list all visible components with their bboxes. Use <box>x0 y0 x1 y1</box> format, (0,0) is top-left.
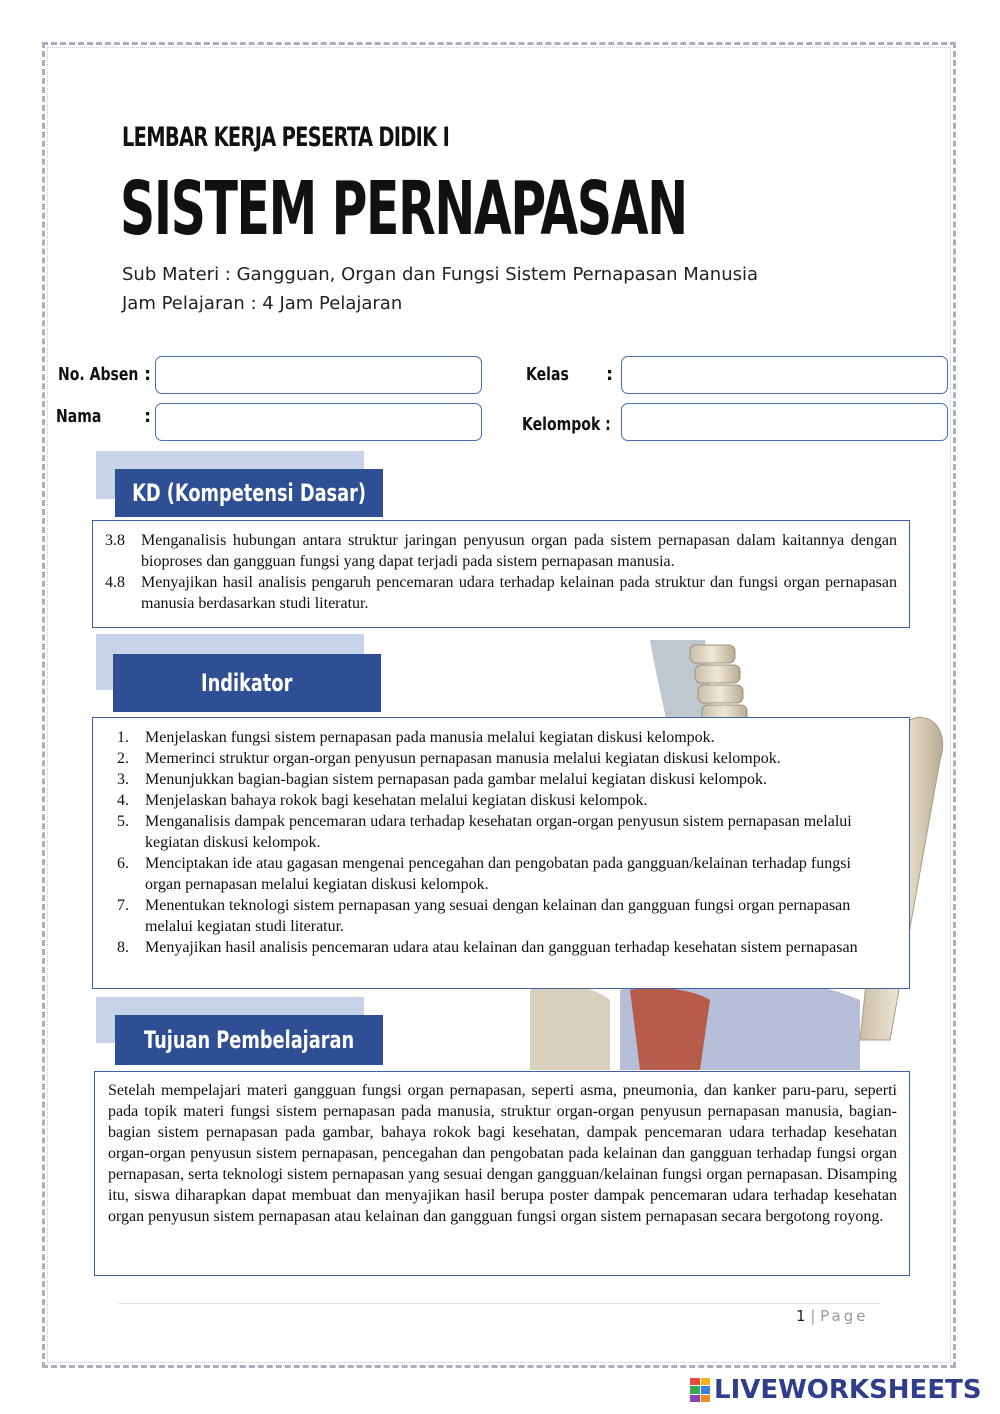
footer-divider <box>118 1303 880 1304</box>
kd-box <box>92 520 910 628</box>
no-absen-colon: : <box>144 364 152 385</box>
kelas-field[interactable] <box>621 356 948 394</box>
list-item: 4. Menjelaskan bahaya rokok bagi kesehatan melalui kegiatan diskusi kelompok. <box>117 792 648 809</box>
kelompok-label: Kelompok : <box>522 414 611 435</box>
jam-pelajaran: Jam Pelajaran : 4 Jam Pelajaran <box>122 293 403 314</box>
liveworksheets-brand[interactable] <box>690 1372 982 1408</box>
kd-tab: KD (Kompetensi Dasar) <box>115 469 383 517</box>
nama-label: Nama <box>56 406 102 427</box>
kd-item: 4.8 Menyajikan hasil analisis pengaruh pencemaran udara terhadap kelainan pada struktur dan fungsi organ pernapasan manusia berdasarkan studi literatur. <box>105 574 897 612</box>
list-item: 8. Menyajikan hasil analisis pencemaran udara atau kelainan dan gangguan terhadap kesehatan sistem pernapasan <box>117 939 858 956</box>
no-absen-label: No. Absen <box>58 364 139 385</box>
kelas-label: Kelas <box>526 364 569 385</box>
worksheet-subtitle: LEMBAR KERJA PESERTA DIDIK I <box>122 122 450 153</box>
indikator-tab: Indikator <box>113 654 381 712</box>
tujuan-text: Setelah mempelajari materi gangguan fungsi organ pernapasan, seperti asma, pneumonia, dan kanker paru-paru, seperti pada topik materi fungsi sistem pernapasan pada manusia, struktur organ-organ penyusun pernapasan manusia, bagian-bagian sistem pernapasan pada gambar, bahaya rokok bagi kesehatan, dampak pencemaran udara terhadap kesehatan organ-organ penyusun sistem pernapasan, pencegahan dan pengobatan pada kelainan dan gangguan terhadap fungsi organ pernapasan, serta teknologi sistem pernapasan yang sesuai dengan gangguan/kelainan fungsi organ pernapasan. Disamping itu, siswa diharapkan dapat membuat dan menyajikan hasil berupa poster dampak pencemaran udara terhadap kesehatan organ penyusun sistem pernapasan atau kelainan dan gangguan fungsi organ sistem pernapasan secara bergotong royong. <box>108 1082 897 1225</box>
kd-item: 3.8 Menganalisis hubungan antara struktur jaringan penyusun organ pada sistem pernapasan dalam kaitannya dengan bioproses dan gangguan fungsi yang dapat terjadi pada sistem pernapasan manusia. <box>105 532 897 570</box>
nama-colon: : <box>144 406 152 427</box>
nama-field[interactable] <box>155 403 482 441</box>
list-item: 5. Menganalisis dampak pencemaran udara terhadap kesehatan organ-organ penyusun sistem pernapasan melalui kegiatan diskusi kelompok. <box>117 813 852 851</box>
page-title: SISTEM PERNAPASAN <box>120 166 687 252</box>
no-absen-field[interactable] <box>155 356 482 394</box>
list-item: 2. Memerinci struktur organ-organ penyusun pernapasan manusia melalui kegiatan diskusi kelompok. <box>117 750 781 767</box>
tujuan-box <box>94 1071 910 1276</box>
page-number: 1 | Page <box>796 1307 869 1325</box>
list-item: 7. Menentukan teknologi sistem pernapasan yang sesuai dengan kelainan dan gangguan fungsi organ pernapasan melalui kegiatan studi literatur. <box>117 897 851 935</box>
list-item: 3. Menunjukkan bagian-bagian sistem pernapasan pada gambar melalui kegiatan diskusi kelompok. <box>117 771 768 788</box>
sub-materi: Sub Materi : Gangguan, Organ dan Fungsi Sistem Pernapasan Manusia <box>122 264 759 285</box>
indikator-list <box>109 727 889 958</box>
kelompok-field[interactable] <box>621 403 948 441</box>
kelas-colon: : <box>606 364 614 385</box>
list-item: 1. Menjelaskan fungsi sistem pernapasan pada manusia melalui kegiatan diskusi kelompok. <box>117 729 715 746</box>
tujuan-tab: Tujuan Pembelajaran <box>115 1015 383 1065</box>
liveworksheets-logo-icon <box>690 1378 710 1402</box>
brand-name: LIVEWORKSHEETS <box>714 1375 982 1405</box>
indikator-box <box>92 717 910 989</box>
list-item: 6. Menciptakan ide atau gagasan mengenai pencegahan dan pengobatan pada gangguan/kelainan terhadap fungsi organ pernapasan melalui kegiatan diskusi kelompok. <box>117 855 851 893</box>
